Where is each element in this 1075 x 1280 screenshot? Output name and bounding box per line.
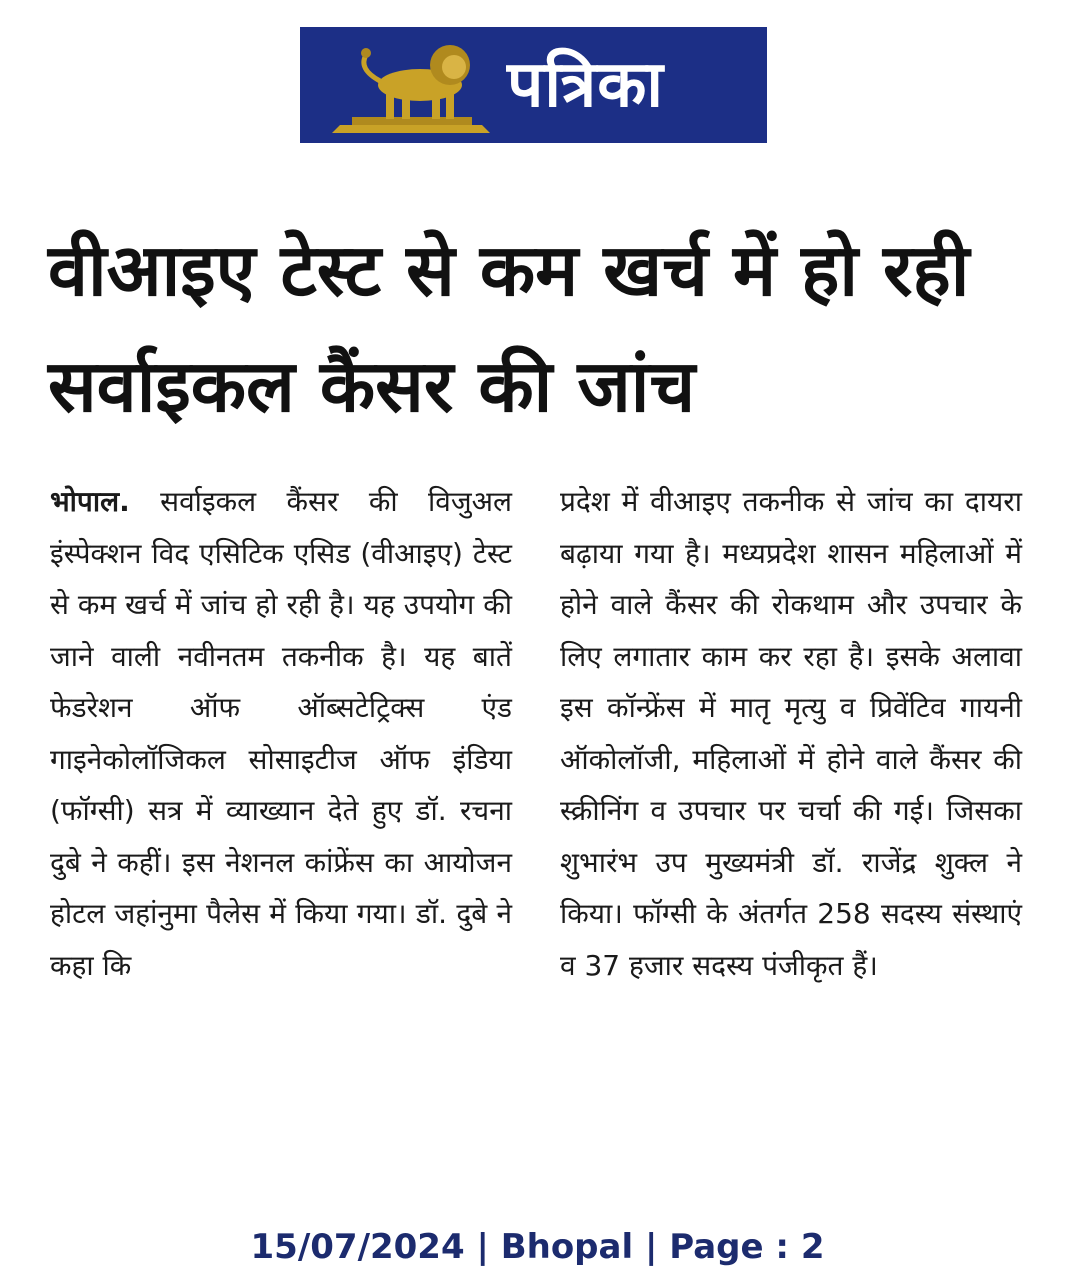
column-right-text: प्रदेश में वीआइए तकनीक से जांच का दायरा बढ़ाया गया है। मध्यप्रदेश शासन महिलाओं में होने वाले कैंसर की रोकथाम और उपचार के लिए लगातार काम कर रहा है। इसके अलावा इस कॉन्फ्रेंस में मातृ मृत्यु व प्रिवेंटिव गायनी ऑकोलॉजी, महिलाओं में होने वाले कैंसर की स्क्रीनिंग व उपचार पर चर्चा की गई। जिसका शुभारंभ उप मुख्यमंत्री डॉ. राजेंद्र शुक्ल ने किया। फॉग्सी के अंतर्गत 258 सदस्य संस्थाएं व 37 हजार सदस्य पंजीकृत हैं। (560, 485, 1022, 982)
article-column-left (50, 476, 512, 991)
masthead (300, 27, 767, 143)
headline: वीआइए टेस्ट से कम खर्च में हो रही सर्वाइकल कैंसर की जांच (48, 228, 970, 428)
page-footer: 15/07/2024 | Bhopal | Page : 2 (250, 1227, 825, 1267)
dateline: भोपाल. (50, 485, 130, 518)
article-column-right (560, 476, 1022, 991)
lion-icon (322, 33, 497, 137)
column-left-text: सर्वाइकल कैंसर की विजुअल इंस्पेक्शन विद एसिटिक एसिड (वीआइए) टेस्ट से कम खर्च में जांच हो रही है। यह उपयोग की जाने वाली नवीनतम तकनीक है। यह बातें फेडरेशन ऑफ ऑब्सटेट्रिक्स एंड गाइनेकोलॉजिकल सोसाइटीज ऑफ इंडिया (फॉग्सी) सत्र में व्याख्यान देते हुए डॉ. रचना दुबे ने कहीं। इस नेशनल कांफ्रेंस का आयोजन होटल जहांनुमा पैलेस में किया गया। डॉ. दुबे ने कहा कि (50, 485, 512, 982)
brand-name: पत्रिका (507, 48, 664, 122)
